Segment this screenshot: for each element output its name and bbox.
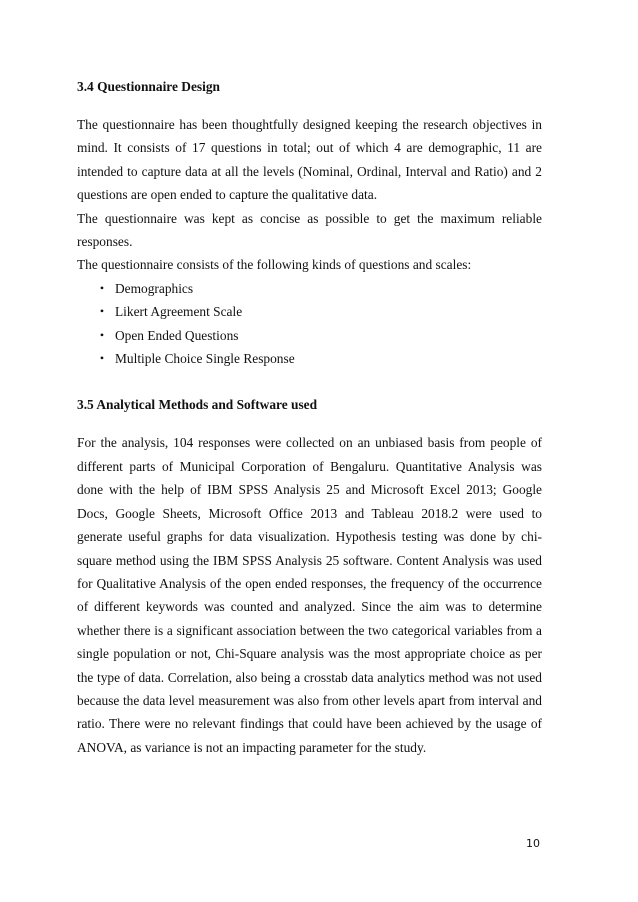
list-item: [77, 277, 542, 300]
bullet-icon: •: [99, 304, 105, 319]
list-item: [77, 347, 542, 370]
list-item: [77, 324, 542, 347]
question-types-list: [77, 277, 542, 371]
questionnaire-paragraph-2: The questionnaire was kept as concise as possible to get the maximum reliable responses.: [77, 210, 542, 250]
section-heading-questionnaire-design: 3.4 Questionnaire Design: [77, 79, 220, 94]
list-item: [77, 300, 542, 323]
questionnaire-paragraph-3: The questionnaire consists of the following kinds of questions and scales:: [77, 257, 472, 273]
list-item-label: Open Ended Questions: [115, 327, 239, 343]
page-content: [77, 78, 542, 759]
questionnaire-paragraph-1: The questionnaire has been thoughtfully designed keeping the research objectives in mind. It consists of 17 questions in total; out of which 4 are demographic, 11 are intended to capture data at all the levels (Nominal, Ordinal, Interval and Ratio) and 2 questions are open ended to capture the qualitative data.: [77, 117, 542, 203]
bullet-icon: •: [99, 351, 105, 366]
list-item-label: Demographics: [115, 280, 194, 296]
list-item-label: Likert Agreement Scale: [115, 304, 243, 320]
analytical-methods-paragraph: For the analysis, 104 responses were collected on an unbiased basis from people of different parts of Municipal Corporation of Bengaluru. Quantitative Analysis was done with the help of IBM SPSS Analysis 25 and Microsoft Excel 2013; Google Docs, Google Sheets, Microsoft Office 2013 and Tableau 2018.2 were used to generate useful graphs for data visualization. Hypothesis testing was done by chi-square method using the IBM SPSS Analysis 25 software. Content Analysis was used for Qualitative Analysis of the open ended responses, the frequency of the occurrence of different keywords was counted and analyzed. Since the aim was to determine whether there is a significant association between the two categorical variables from a single population or not, Chi-Square analysis was the most appropriate choice as per the type of data. Correlation, also being a crosstab data analytics method was not used because the data level measurement was also from other levels apart from interval and ratio. There were no relevant findings that could have been achieved by the usage of ANOVA, as variance is not an impacting parameter for the study.: [77, 435, 542, 755]
section-heading-analytical-methods: 3.5 Analytical Methods and Software used: [77, 397, 318, 413]
page-number: 10: [526, 837, 540, 850]
list-item-label: Multiple Choice Single Response: [115, 351, 295, 367]
bullet-icon: •: [99, 280, 105, 295]
bullet-icon: •: [99, 327, 105, 342]
